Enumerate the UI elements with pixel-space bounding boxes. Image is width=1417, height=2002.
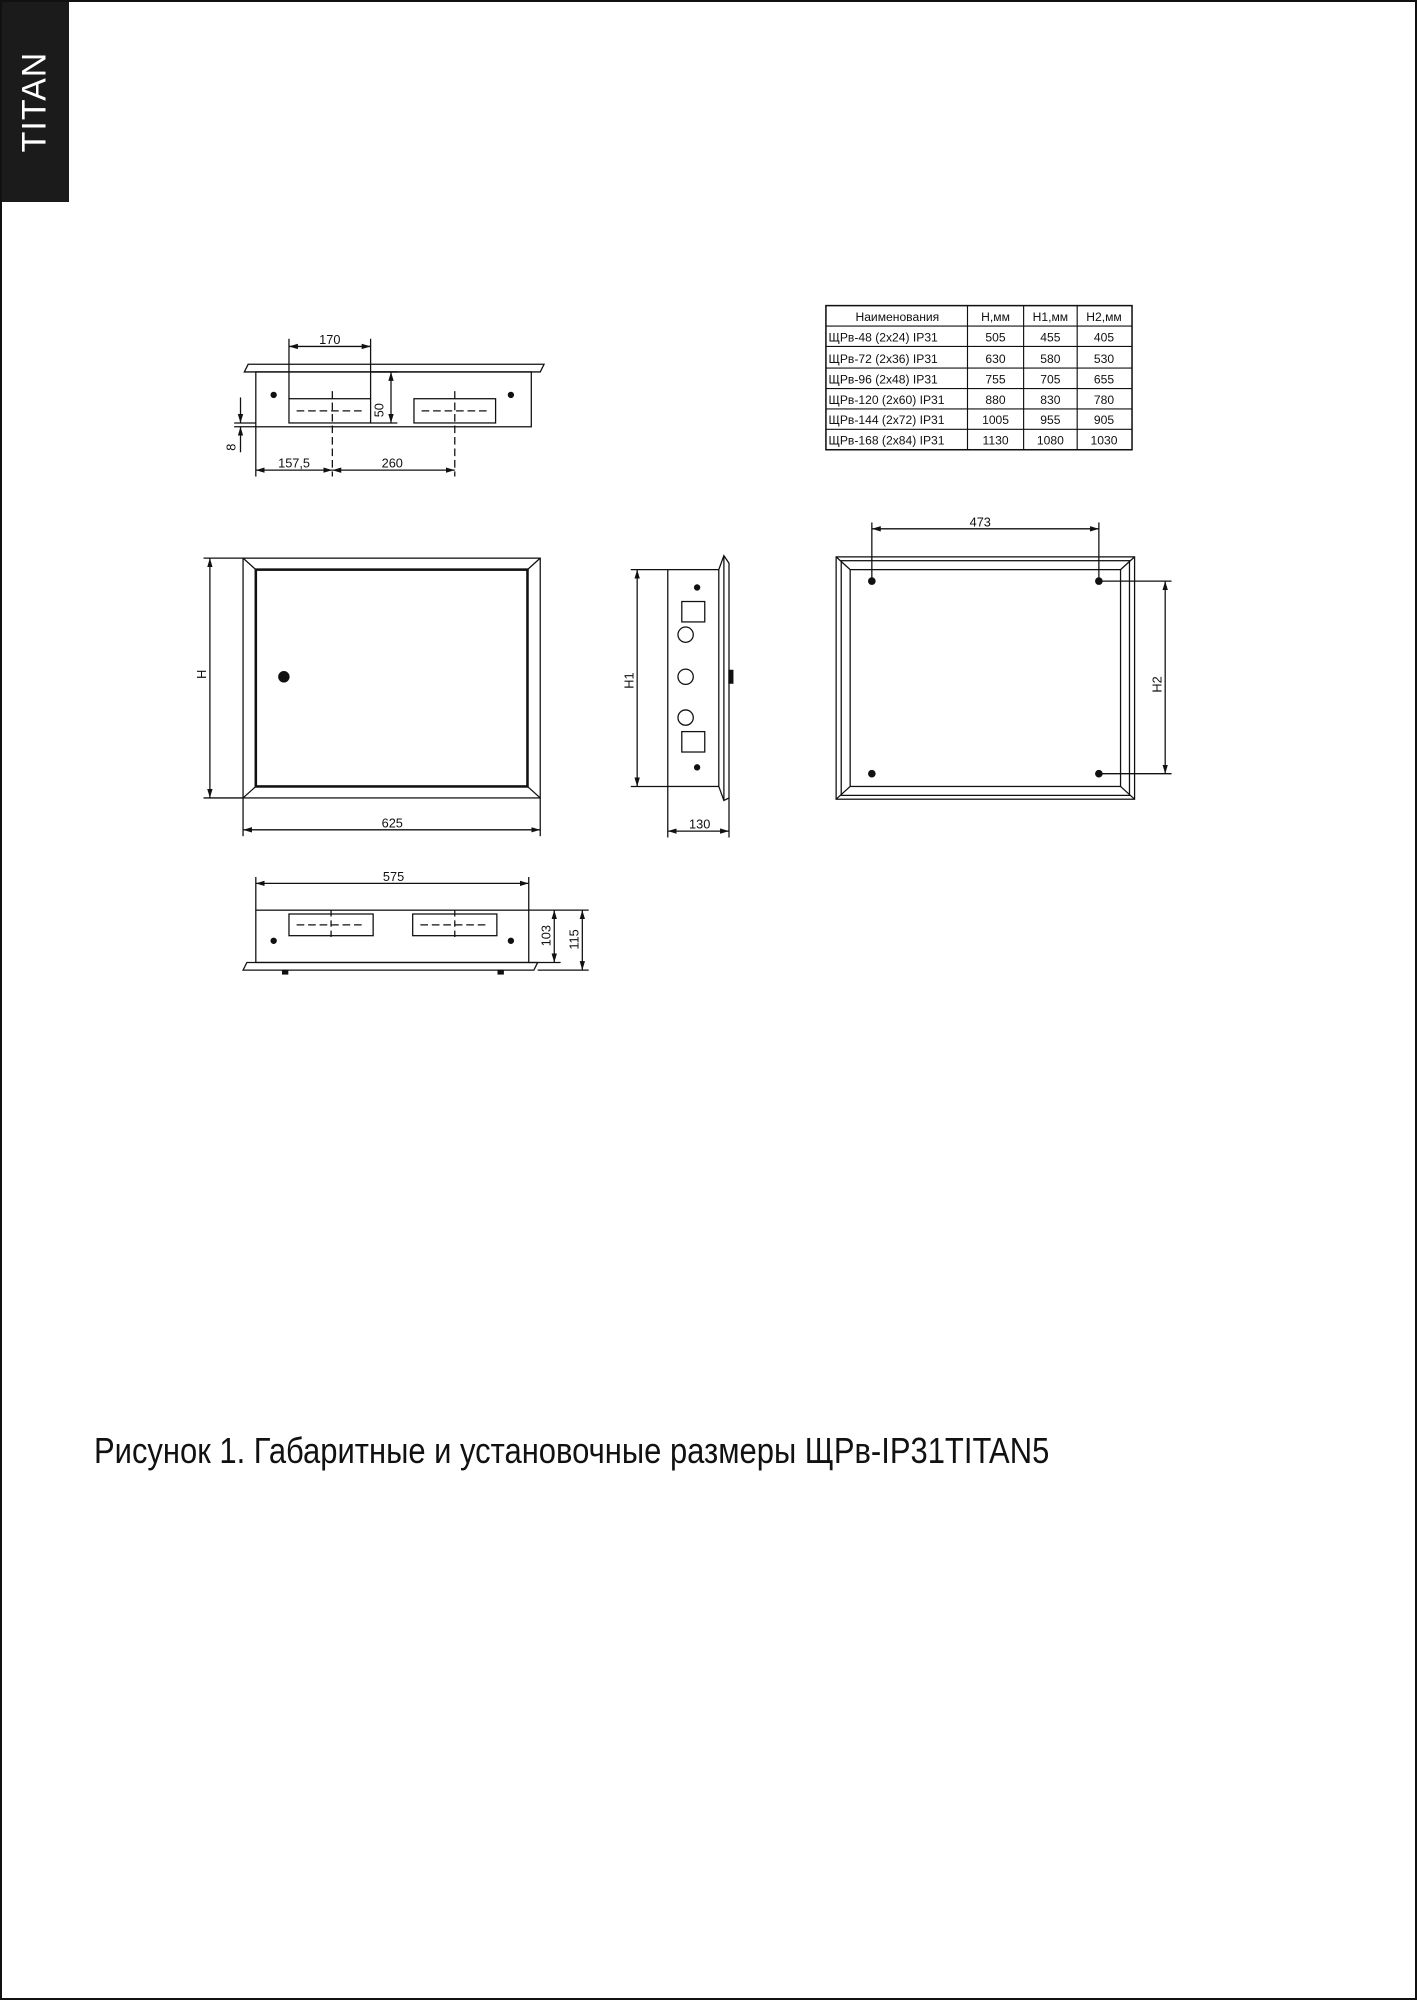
table-cell-h1: 1080	[1036, 433, 1064, 448]
table-cell-h: 505	[985, 330, 1006, 345]
dim-back-pitch-h: 473	[969, 514, 991, 530]
technical-drawing	[2, 2, 1417, 2002]
front-view	[204, 558, 541, 836]
table-header-h1: H1,мм	[1032, 309, 1069, 324]
table-cell-name: ЩРв-144 (2x72) IP31	[828, 413, 945, 428]
table-cell-h2: 780	[1093, 392, 1115, 407]
dim-side-depth: 130	[689, 816, 711, 832]
side-view	[631, 556, 733, 838]
table-cell-name: ЩРв-96 (2x48) IP31	[828, 372, 938, 387]
dim-top-slot-pitch: 260	[381, 455, 403, 471]
table-cell-h: 630	[985, 352, 1006, 367]
table-cell-name: ЩРв-120 (2x60) IP31	[828, 392, 945, 407]
table-cell-h: 1005	[982, 413, 1010, 428]
dim-top-slot-height: 50	[371, 403, 387, 418]
table-header-h2: H2,мм	[1086, 309, 1122, 324]
table-cell-h1: 455	[1040, 330, 1061, 345]
bottom-view	[243, 877, 589, 974]
dim-bottom-depth-inner: 103	[538, 925, 554, 947]
dim-front-width: 625	[381, 815, 403, 831]
dim-bottom-depth-outer: 115	[566, 929, 582, 950]
dim-bottom-width: 575	[382, 868, 405, 884]
table-cell-name: ЩРв-72 (2x36) IP31	[828, 352, 938, 367]
dim-top-left-margin: 157,5	[278, 455, 311, 471]
table-cell-h1: 955	[1040, 413, 1061, 428]
table-cell-h: 880	[985, 392, 1006, 407]
table-cell-h1: 830	[1040, 392, 1061, 407]
figure-caption: Рисунок 1. Габаритные и установочные размеры ЩРв-IP31TITAN5	[94, 1430, 1050, 1471]
table-cell-h2: 655	[1093, 372, 1115, 387]
table-header-h: H,мм	[981, 309, 1010, 324]
table-header-name: Наименования	[855, 309, 940, 324]
dim-front-height: H	[194, 669, 210, 679]
table-cell-h2: 405	[1093, 330, 1115, 345]
dim-top-offset: 8	[223, 443, 239, 451]
table-cell-h1: 580	[1040, 352, 1061, 367]
brand-logo-text: TITAN	[15, 51, 54, 153]
table-cell-name: ЩРв-168 (2x84) IP31	[828, 433, 945, 448]
table-cell-name: ЩРв-48 (2x24) IP31	[828, 330, 938, 345]
table-cell-h: 755	[985, 372, 1006, 387]
table-cell-h2: 1030	[1090, 433, 1118, 448]
dim-side-height: H1	[621, 672, 637, 689]
table-cell-h1: 705	[1040, 372, 1061, 387]
dim-top-slot-width: 170	[319, 331, 341, 347]
dim-back-pitch-v: H2	[1149, 676, 1165, 693]
back-view	[836, 522, 1171, 799]
table-cell-h: 1130	[982, 433, 1009, 448]
table-cell-h2: 530	[1093, 352, 1115, 367]
table-cell-h2: 905	[1093, 413, 1115, 428]
